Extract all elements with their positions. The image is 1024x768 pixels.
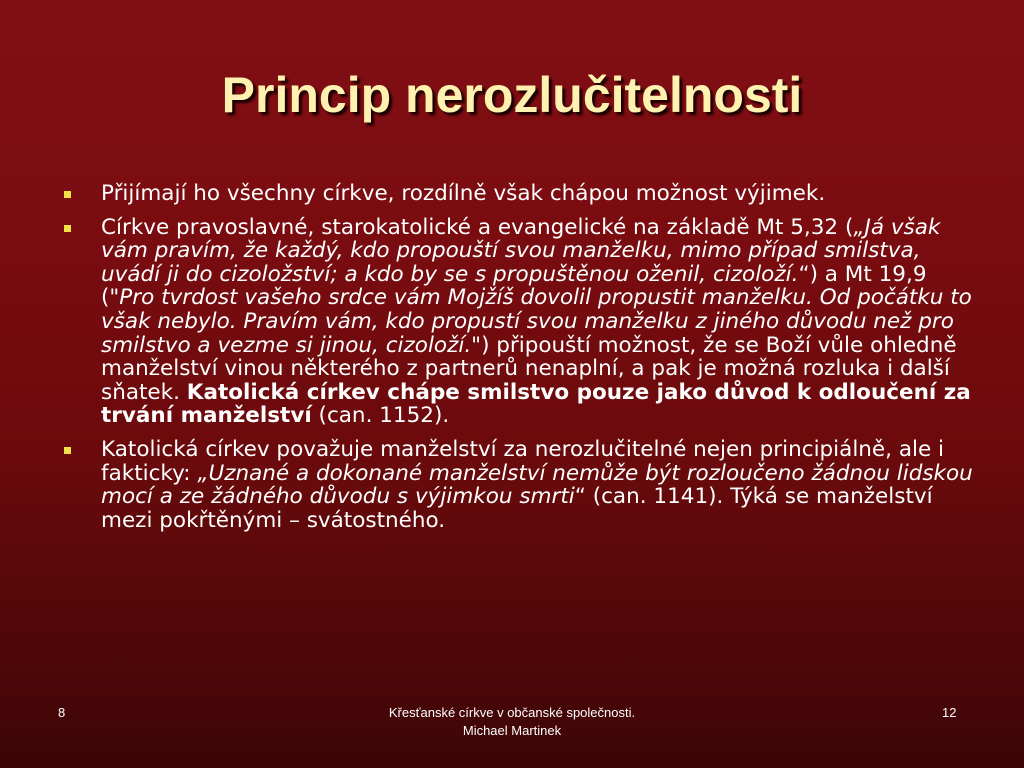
square-bullet-icon <box>64 447 71 454</box>
slide-number: 12 <box>942 705 957 720</box>
bullet-item <box>56 182 976 206</box>
quote-mt-5-32: „Já však vám pravím, že každý, kdo propouští svou manželku, mimo případ smilstva, uvádí ji do cizoložství; a kdo by se s propuštěnou oženil, cizoloží. <box>101 214 941 287</box>
footer-author: Michael Martinek <box>462 723 562 738</box>
footer-caption <box>312 704 712 740</box>
slide-title: Princip nerozlučitelnosti <box>221 67 803 123</box>
bullet-item <box>56 438 976 532</box>
emphasis-catholic-position: Katolická církev chápe smilstvo pouze jako důvod k odloučení za trvání manželství <box>101 379 971 429</box>
bullet-text <box>101 437 973 533</box>
text-run: (can. 1152). <box>311 403 450 429</box>
bullet-text <box>101 181 825 206</box>
bullet-text <box>101 215 972 429</box>
bullet-item <box>56 216 976 428</box>
quote-can-1141: „Uznané a dokonané manželství nemůže být rozloučeno žádnou lidskou mocí a ze žádného důvodu s výjimkou smrti <box>101 460 973 510</box>
text-run: “ (can. 1141). Týká se manželství mezi pokřtěnými – svátostného. <box>101 484 933 533</box>
text-run: Přijímají ho všechny církve, rozdílně však chápou možnost výjimek. <box>101 181 826 206</box>
square-bullet-icon <box>64 225 71 232</box>
footer-date: 8 <box>58 705 66 720</box>
square-bullet-icon <box>64 191 71 198</box>
text-run: Církve pravoslavné, starokatolické a evangelické na základě Mt 5,32 ( <box>101 214 854 240</box>
footer-caption-line: Křesťanské církve v občanské společnosti. <box>388 705 636 720</box>
text-run: Katolická církev považuje manželství za nerozlučitelné nejen principiálně, ale i fakticky: <box>101 436 945 486</box>
text-run: ) připouští možnost, že se Boží vůle ohledně manželství vinou některého z partnerů nenaplní, a pak je možná rozluka i další sňatek. <box>101 332 957 405</box>
bullet-list <box>56 182 976 542</box>
text-run: “) a Mt 19,9 ( <box>101 261 927 311</box>
quote-mt-19-9: "Pro tvrdost vašeho srdce vám Mojžíš dovolil propustit manželku. Od počátku to však nebylo. Pravím vám, kdo propustí svou manželku z jiného důvodu než pro smilstvo a vezme si jinou, cizoloží." <box>101 285 972 358</box>
